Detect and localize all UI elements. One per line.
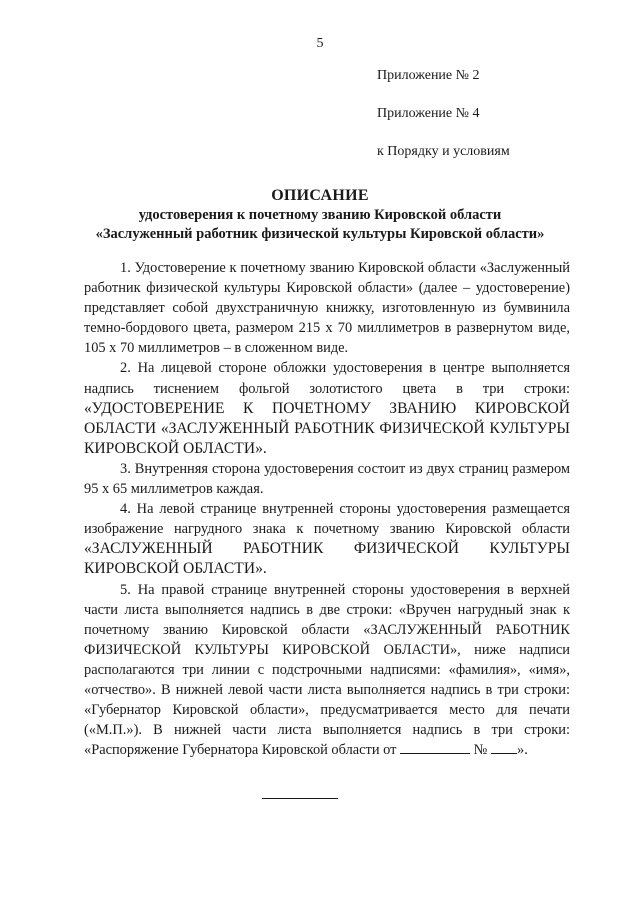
number-sign: № [473, 742, 488, 759]
document-body [84, 258, 570, 760]
paragraph-5 [84, 580, 570, 761]
paragraph-5-text: 5. На правой странице внутренней стороны удостоверения в верхней части листа выполняется надпись в две строки: «Вручен нагрудный знак к почетному званию Кировской области «ЗАСЛУЖЕННЫЙ РАБОТНИК ФИЗИЧЕСКОЙ КУЛЬТУРЫ КИРОВСКОЙ ОБЛАСТИ», ниже надписи располагаются три линии с подстрочными надписями: «фамилия», «имя», «отчество». В нижней левой части листа выполняется надпись в три строки: «Губернатор Кировской области», предусматривается место для печати («М.П.»). В нижней части листа выполняется надпись в три строки: «Распоряжение Губернатора Кировской области от [84, 581, 570, 759]
paragraph-3: 3. Внутренняя сторона удостоверения состоит из двух страниц размером 95 х 65 миллиметров каждая. [84, 460, 570, 498]
paragraph-2-text: 2. На лицевой стороне обложки удостоверения в центре выполняется надпись тиснением фольгой золотистого цвета в три строки: [84, 360, 570, 397]
document-subtitle-1: удостоверения к почетному званию Кировской области [138, 207, 502, 223]
paragraph-4 [84, 499, 570, 579]
end-divider [262, 798, 338, 799]
paragraph-2-inscription: «УДОСТОВЕРЕНИЕ К ПОЧЕТНОМУ ЗВАНИЮ КИРОВСКОЙ ОБЛАСТИ «ЗАСЛУЖЕННЫЙ РАБОТНИК ФИЗИЧЕСКОЙ КУЛЬТУРЫ КИРОВСКОЙ ОБЛАСТИ». [84, 399, 570, 457]
number-blank-line [491, 741, 517, 754]
paragraph-2 [84, 358, 570, 458]
appendix-line-2: Приложение № 4 [377, 106, 480, 121]
paragraph-1: 1. Удостоверение к почетному званию Кировской области «Заслуженный работник физической культуры Кировской области» (далее – удостоверение) представляет собой двухстраничную книжку, изготовленную из бумвинила темно-бордового цвета, размером 215 х 70 миллиметров в развернутом виде, 105 х 70 миллиметров – в сложенном виде. [84, 260, 570, 357]
document-subtitle-2: «Заслуженный работник физической культуры Кировской области» [95, 226, 545, 242]
paragraph-4-text: 4. На левой странице внутренней стороны удостоверения размещается изображение нагрудного знака к почетному званию Кировской области [84, 501, 570, 538]
appendix-line-1: Приложение № 2 [377, 68, 480, 83]
document-title: ОПИСАНИЕ [271, 187, 369, 204]
paragraph-4-inscription: «ЗАСЛУЖЕННЫЙ РАБОТНИК ФИЗИЧЕСКОЙ КУЛЬТУРЫ КИРОВСКОЙ ОБЛАСТИ». [84, 540, 570, 578]
date-blank-line [400, 741, 470, 754]
page-number: 5 [316, 36, 324, 51]
appendix-line-3: к Порядку и условиям [377, 144, 510, 159]
paragraph-5-end: ». [517, 742, 528, 759]
